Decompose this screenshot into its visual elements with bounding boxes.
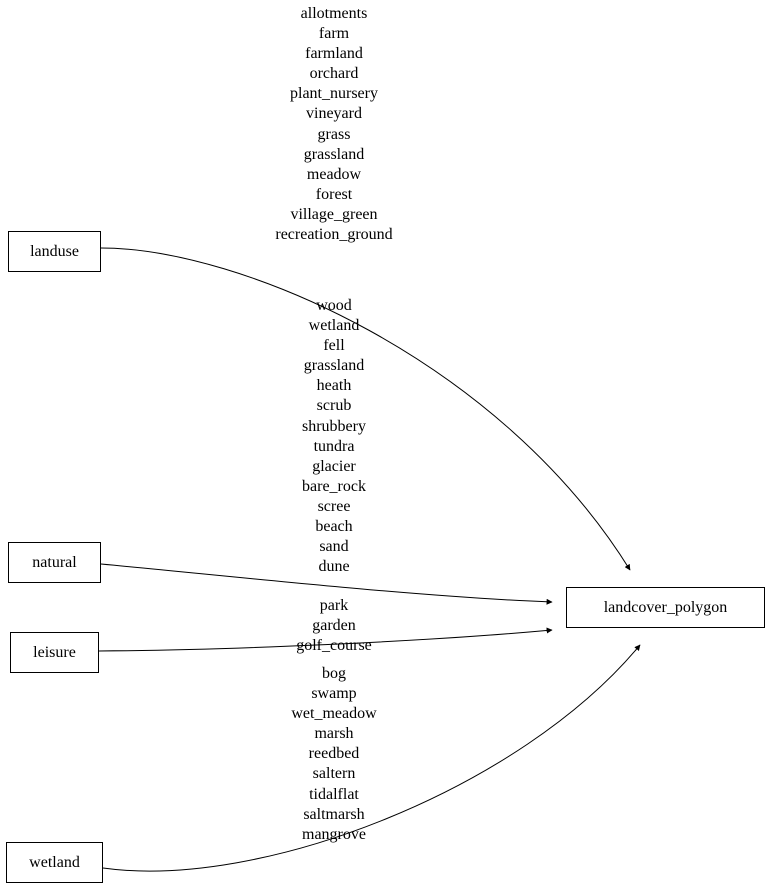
- edge-label-value: meadow: [306, 165, 362, 183]
- edge-label-value: plant_nursery: [290, 85, 378, 103]
- edge-label-value: recreation_ground: [275, 226, 393, 244]
- edge-label-value: grass: [317, 125, 351, 143]
- edge-label-value: forest: [315, 185, 353, 203]
- edge-label-value: saltern: [312, 765, 356, 783]
- edge-label-value: grassland: [303, 145, 365, 163]
- edge-label-value: dune: [318, 558, 350, 576]
- edge-label-group-natural-values: [0, 296, 668, 577]
- edge-label-group-wetland-values: [0, 664, 668, 845]
- edge-label-value: farmland: [305, 45, 363, 63]
- edge-label-value: park: [319, 597, 349, 614]
- node-wetland-label: wetland: [29, 853, 80, 871]
- edge-label-value: garden: [312, 617, 356, 635]
- edge-label-group-leisure-values: [0, 596, 668, 656]
- edge-label-value: reedbed: [308, 745, 360, 763]
- edge-label-value: scree: [317, 497, 351, 515]
- edge-label-value: bare_rock: [302, 477, 366, 495]
- edge-label-value: village_green: [290, 205, 378, 223]
- edge-label-value: shrubbery: [302, 417, 366, 435]
- edge-label-value: vineyard: [306, 105, 362, 123]
- edge-label-value: tidalflat: [309, 785, 359, 803]
- edge-label-value: fell: [323, 337, 345, 355]
- edge-label-group-landuse-values: [0, 4, 668, 245]
- edge-label-value: grassland: [303, 357, 365, 375]
- edge-label-value: heath: [316, 377, 352, 395]
- node-landuse-label: landuse: [30, 242, 79, 260]
- edge-label-value: saltmarsh: [303, 805, 365, 823]
- edge-label-value: allotments: [300, 5, 368, 22]
- edge-label-value: swamp: [311, 685, 357, 703]
- edge-label-value: wet_meadow: [291, 705, 377, 723]
- edge-label-value: bog: [322, 665, 346, 682]
- node-landcover-polygon-label: landcover_polygon: [603, 598, 728, 616]
- edge-label-value: orchard: [309, 65, 359, 83]
- edge-label-value: sand: [319, 538, 349, 556]
- edge-label-value: wetland: [308, 317, 360, 335]
- edge-label-value: glacier: [312, 457, 356, 475]
- edge-label-value: tundra: [313, 437, 355, 455]
- node-leisure-label: leisure: [33, 643, 76, 661]
- edge-label-value: mangrove: [302, 825, 366, 843]
- node-natural-label: natural: [32, 553, 77, 571]
- edge-label-value: golf_course: [296, 637, 372, 655]
- edge-label-value: scrub: [316, 397, 352, 415]
- node-wetland[interactable]: [6, 842, 103, 883]
- edge-label-value: beach: [315, 518, 353, 536]
- edge-label-value: marsh: [314, 725, 354, 743]
- edge-label-value: wood: [316, 297, 352, 314]
- edge-label-value: farm: [318, 25, 350, 43]
